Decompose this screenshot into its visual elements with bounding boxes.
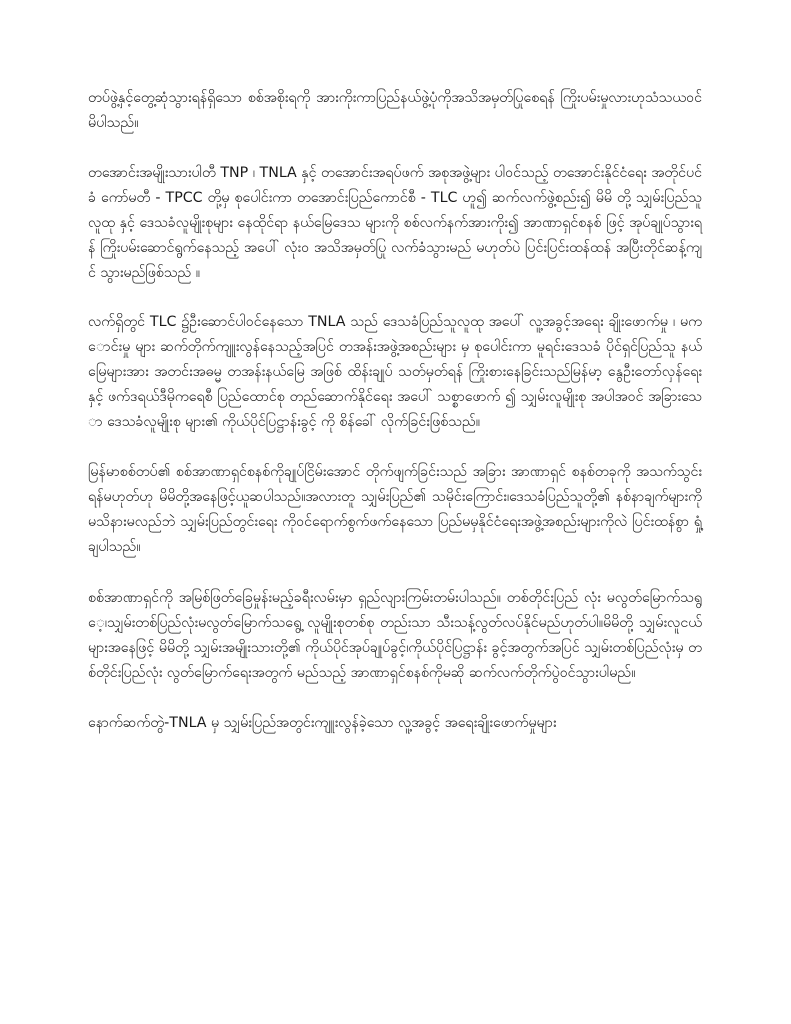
paragraph-3: လက်ရှိတွင် TLC ၌ဦးဆောင်ပါဝင်နေသော TNLA သည် ဒေသခံပြည်သူလူထု အပေါ် လူ့အခွင့်အရေး ချိုးဖောက်မှု ၊ မကောင်းမှု များ ဆက်တိုက်ကျူးလွန်နေသည့်အပြင် တအန်းအဖွဲ့အစည်းများ မှ စုပေါင်းကာ မူရင်းဒေသခံ ပိုင်ရှင်ပြည်သူ နယ်မြေများအား အတင်းအဓမ္မ တအန်းနယ်မြေ အဖြစ် ထိန်းချုပ် သတ်မှတ်ရန် ကြိုးစားနေခြင်းသည်မြန်မာ့ နွေဦးတော်လှန်ရေး နှင့် ဖက်ဒရယ်ဒီမိုကရေစီ ပြည်ထောင်စု တည်ဆောက်နိုင်ရေး အပေါ် သစ္စာဖောက် ၍ သျှမ်းလူမျိုးစု အပါအဝင် အခြားသော ဒေသခံလူမျိုးစု များ၏ ကိုယ်ပိုင်ပြဋ္ဌာန်းခွင့် ကို စိန်ခေါ် လိုက်ခြင်းဖြစ်သည်။	[88, 314, 702, 430]
paragraph-5: စစ်အာဏာရှင်ကို အမြစ်ဖြတ်ခြေမှုန်းမည့်ခရီးလမ်းမှာ ရှည်လျားကြမ်းတမ်းပါသည်။ တစ်တိုင်းပြည် လုံး မလွတ်မြောက်သရွေ့၊သျှမ်းတစ်ပြည်လုံးမလွတ်မြောက်သရွေ့ လူမျိုးစုတစ်စု တည်းသာ သီးသန့်လွတ်လပ်နိုင်မည်ဟုတ်ပါ။မိမိတို့ သျှမ်းလူငယ်များအနေဖြင့် မိမိတို့ သျှမ်းအမျိုးသားတို့၏ ကိုယ်ပိုင်အုပ်ချုပ်ခွင့်၊ကိုယ်ပိုင်ပြဋ္ဌာန်း ခွင့်အတွက်အပြင် သျှမ်းတစ်ပြည်လုံးမှ တစ်တိုင်းပြည်လုံး လွတ်မြောက်ရေးအတွက် မည်သည့် အာဏာရှင်စနစ်ကိုမဆို ဆက်လက်တိုက်ပွဲဝင်သွားပါမည်။	[88, 590, 702, 681]
paragraph-4: မြန်မာစစ်တပ်၏ စစ်အာဏာရှင်စနစ်ကိုချုပ်ငြိမ်းအောင် တိုက်ဖျက်ခြင်းသည် အခြား အာဏာရှင် စနစ်တခုကို အသက်သွင်းရန်မဟုတ်ဟု မိမိတို့အနေဖြင့်ယူဆပါသည်။အလားတူ သျှမ်းပြည်၏ သမိုင်းကြောင်း၊ဒေသခံပြည်သူတို့၏ နစ်နာချက်များကို မသိနားမလည်ဘဲ သျှမ်းပြည်တွင်းရေး ကိုဝင်ရောက်စွက်ဖက်နေသော ပြည်မမှနိုင်ငံရေးအဖွဲ့အစည်းများကိုလဲ ပြင်းထန်စွာ ရှုံ့ချပါသည်။	[88, 464, 702, 555]
appendix-heading: နောက်ဆက်တွဲ-TNLA မှ သျှမ်းပြည်အတွင်းကျူးလွန်ခဲ့သော လူ့အခွင့် အရေးချိုးဖောက်မှုများ	[88, 715, 557, 731]
paragraph-2: တအောင်းအမျိုးသားပါတီ TNP ၊ TNLA နှင့် တအောင်းအရပ်ဖက် အစုအဖွဲ့များ ပါဝင်သည့် တအောင်းနိုင်ငံရေး အတိုင်ပင်ခံ ကော်မတီ - TPCC တို့မှ စုပေါင်းကာ တအောင်းပြည်ကောင်စီ - TLC ဟူ၍ ဆက်လက်ဖွဲ့စည်း၍ မိမိ တို့ သျှမ်းပြည်သူလူထု နှင့် ဒေသခံလူမျိုးစုများ နေထိုင်ရာ နယ်မြေဒေသ များကို စစ်လက်နက်အားကိုး၍ အာဏာရှင်စနစ် ဖြင့် အုပ်ချုပ်သွားရန် ကြိုးပမ်းဆောင်ရွက်နေသည့် အပေါ် လုံးဝ အသိအမှတ်ပြု လက်ခံသွားမည် မဟုတ်ပဲ ပြင်းပြင်းထန်ထန် အပြီးတိုင်ဆန့်ကျင် သွားမည်ဖြစ်သည် ။	[88, 165, 702, 281]
paragraph-1: တပ်ဖွဲ့နှင့်တွေ့ဆုံသွားရန်ရှိသော စစ်အစိုးရကို အားကိုးကာပြည်နယ်ဖွဲ့ပုံကိုအသိအမှတ်ပြုစေရန် ကြိုးပမ်းမှုလားဟုသံသယဝင်မိပါသည်။	[88, 90, 702, 131]
document-page	[88, 86, 702, 761]
